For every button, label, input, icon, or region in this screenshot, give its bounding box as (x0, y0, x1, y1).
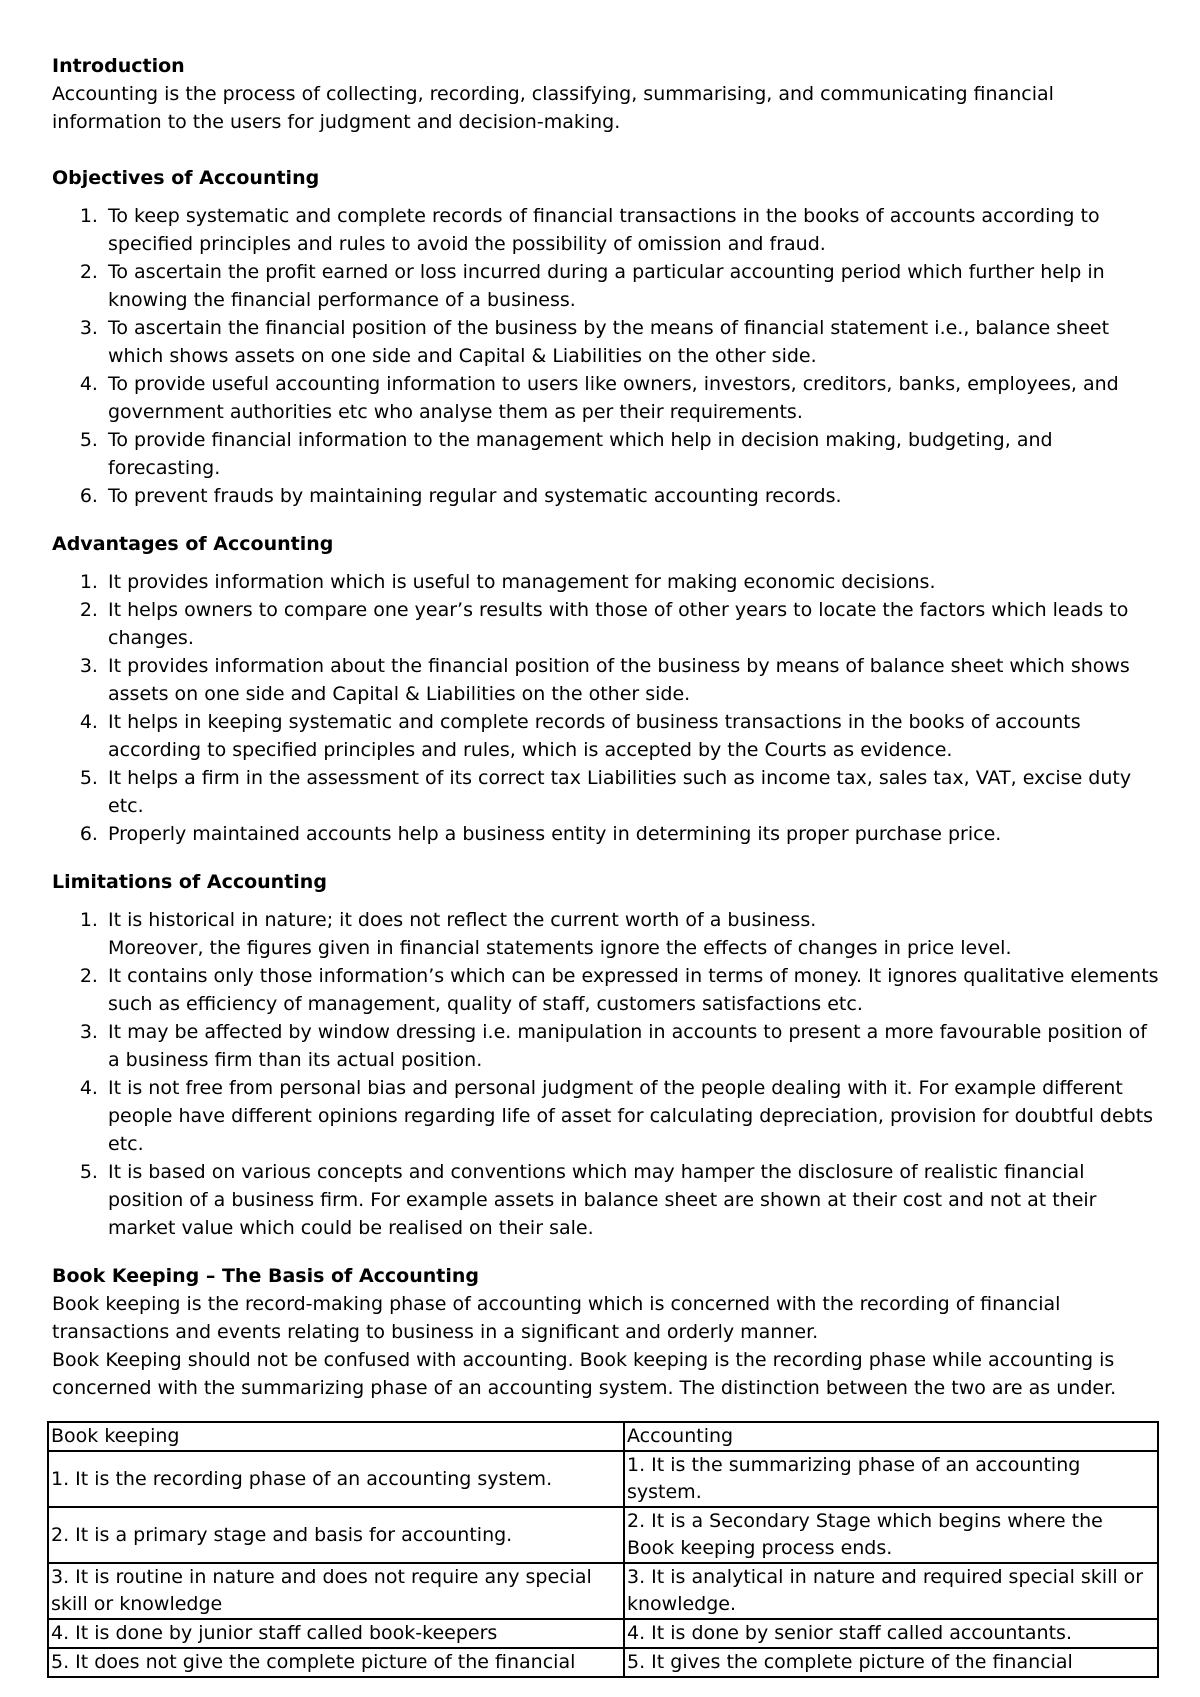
introduction-section (52, 52, 1162, 136)
limitations-section (52, 868, 1162, 1242)
list-item: 5. To provide financial information to the management which help in decision making, budgeting, and forecasting. (104, 426, 1162, 482)
limitations-heading: Limitations of Accounting (52, 871, 327, 893)
advantages-heading: Advantages of Accounting (52, 533, 334, 555)
list-item: 4. To provide useful accounting information to users like owners, investors, creditors, banks, employees, and government authorities etc who analyse them as per their requirements. (104, 370, 1162, 426)
list-item: 5. It is based on various concepts and conventions which may hamper the disclosure of realistic financial position of a business firm. For example assets in balance sheet are shown at their cost and not at their market value which could be realised on their sale. (104, 1158, 1162, 1242)
list-item: 1. It provides information which is useful to management for making economic decisions. (104, 568, 1162, 596)
table-cell: 2. It is a primary stage and basis for accounting. (48, 1507, 624, 1563)
list-item (104, 906, 1162, 962)
list-item: 4. It is not free from personal bias and personal judgment of the people dealing with it. For example different people have different opinions regarding life of asset for calculating depreciation, provision for doubtful debts etc. (104, 1074, 1162, 1158)
table-cell: 1. It is the recording phase of an accounting system. (48, 1451, 624, 1507)
table-row (48, 1648, 1158, 1677)
limitations-list (52, 906, 1162, 1242)
document-page (52, 52, 1162, 1402)
bookkeeping-paragraph-1: Book keeping is the record-making phase of accounting which is concerned with the recording of financial transactions and events relating to business in a significant and orderly manner. (52, 1293, 1061, 1343)
intro-text: Accounting is the process of collecting, recording, classifying, summarising, and communicating financial information to the users for judgment and decision-making. (52, 83, 1054, 133)
table-row (48, 1451, 1158, 1507)
intro-heading: Introduction (52, 55, 185, 77)
list-item: 2. To ascertain the profit earned or loss incurred during a particular accounting period which further help in knowing the financial performance of a business. (104, 258, 1162, 314)
list-item: 2. It contains only those information’s which can be expressed in terms of money. It ignores qualitative elements such as efficiency of management, quality of staff, customers satisfactions etc. (104, 962, 1162, 1018)
objectives-list (52, 202, 1162, 510)
comparison-table (47, 1421, 1159, 1678)
list-item: 5. It helps a firm in the assessment of its correct tax Liabilities such as income tax, sales tax, VAT, excise duty etc. (104, 764, 1162, 820)
table-cell: 4. It is done by junior staff called book-keepers (48, 1619, 624, 1648)
list-item: 3. It provides information about the financial position of the business by means of balance sheet which shows assets on one side and Capital & Liabilities on the other side. (104, 652, 1162, 708)
limitation-1-line-1: 1. It is historical in nature; it does not reflect the current worth of a business. (108, 909, 817, 931)
list-item: 6. To prevent frauds by maintaining regular and systematic accounting records. (104, 482, 1162, 510)
bookkeeping-paragraph-2: Book Keeping should not be confused with accounting. Book keeping is the recording phase while accounting is concerned with the summarizing phase of an accounting system. The distinction between the two are as under. (52, 1349, 1117, 1399)
table-cell: 5. It does not give the complete picture of the financial (48, 1648, 624, 1677)
list-item: 4. It helps in keeping systematic and complete records of business transactions in the books of accounts according to specified principles and rules, which is accepted by the Courts as evidence. (104, 708, 1162, 764)
list-item: 1. To keep systematic and complete records of financial transactions in the books of accounts according to specified principles and rules to avoid the possibility of omission and fraud. (104, 202, 1162, 258)
table-header-accounting: Accounting (624, 1422, 1158, 1451)
table-row (48, 1563, 1158, 1619)
bookkeeping-section (52, 1262, 1162, 1402)
table-cell: 3. It is analytical in nature and required special skill or knowledge. (624, 1563, 1158, 1619)
bookkeeping-heading: Book Keeping – The Basis of Accounting (52, 1265, 479, 1287)
list-item: 3. It may be affected by window dressing i.e. manipulation in accounts to present a more favourable position of a business firm than its actual position. (104, 1018, 1162, 1074)
table-cell: 3. It is routine in nature and does not require any special skill or knowledge (48, 1563, 624, 1619)
table-row (48, 1619, 1158, 1648)
table-cell: 1. It is the summarizing phase of an accounting system. (624, 1451, 1158, 1507)
table-header-row (48, 1422, 1158, 1451)
advantages-section (52, 530, 1162, 848)
table-row (48, 1507, 1158, 1563)
list-item: 6. Properly maintained accounts help a business entity in determining its proper purchase price. (104, 820, 1162, 848)
advantages-list (52, 568, 1162, 848)
table-cell: 2. It is a Secondary Stage which begins where the Book keeping process ends. (624, 1507, 1158, 1563)
limitation-1-line-2: Moreover, the figures given in financial statements ignore the effects of changes in price level. (108, 937, 1012, 959)
list-item: 3. To ascertain the financial position of the business by the means of financial statement i.e., balance sheet which shows assets on one side and Capital & Liabilities on the other side. (104, 314, 1162, 370)
objectives-heading: Objectives of Accounting (52, 167, 320, 189)
table-header-bookkeeping: Book keeping (48, 1422, 624, 1451)
list-item: 2. It helps owners to compare one year’s results with those of other years to locate the factors which leads to changes. (104, 596, 1162, 652)
table-cell: 4. It is done by senior staff called accountants. (624, 1619, 1158, 1648)
table-cell: 5. It gives the complete picture of the financial (624, 1648, 1158, 1677)
objectives-section (52, 164, 1162, 510)
